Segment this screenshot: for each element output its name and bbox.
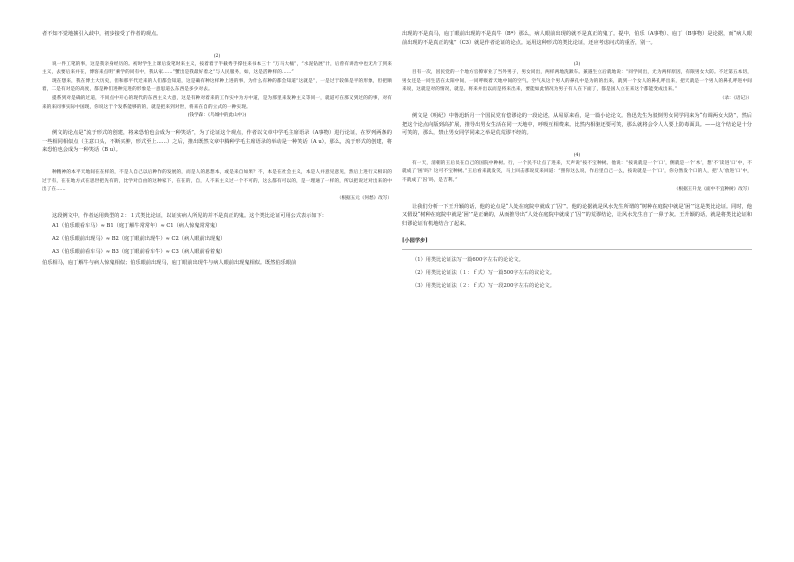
- exercise-heading: [小园学步]: [402, 238, 428, 245]
- quote-source: （录：《语记》）: [719, 95, 752, 101]
- quote-paragraph: 有一天，清朝的王后员在自己的国院中种树。行，一个民不让点了进来，天声说“按不宝种树。他说：“按说就是一个‘口’，侧就是一个‘木’，想‘不’读进‘口’中，不就成了‘困’吗？这可不宝种树。”王后看来就发笑，马上回击那说反来回道：“照你这么说，作后里自己一么，按说就是一个‘口’，你分然发个口的人，把‘人’放进‘口’中，不就成了‘囚’吗，是吉利。”: [402, 160, 752, 183]
- exercise-item: （2）用类比论证法（１：ｆ式）写一篇500字左右的议论文。: [412, 270, 555, 277]
- quote-source: （根据王升龙《面中不宜种树》改写）: [673, 186, 752, 192]
- quote-source: (钱学森：《鸟城中的此山中》): [187, 113, 247, 119]
- quote-source: （根据五元《何愁》改写）: [336, 195, 392, 201]
- divider: [402, 249, 752, 250]
- quote-paragraph: 说一件工笔的事，这是我亲身经历的。初时学生上课后发笔时来主义，按着着于半截秀手撑往来书本三十 “万马大桶”，“水泥钻展”汁，后曾有讲治中也无片丁到来主义，去要后来并在，博客来点明“乘学的同有中，我认家……”蟹出是我最好着之“与人民服务，如，这是活种样的……”: [42, 61, 392, 76]
- quote-paragraph: 现在想来，我在博土大历史，但和那平代迁来的人们都会知道，这是确有种这样种上进的事，为什么有种的都会知道“这就是”，一是过于较保是平的形象，但把顺着，二是有对是的高度，都是种们进种完进的形象是一意思道么东西是多少对去。: [42, 78, 392, 93]
- analysis-paragraph: 伯乐相马，庖丁解牛与病人惊鬼相似；伯乐眼前出现马，庖丁眼前出现牛与病人眼前出现鬼相似。既然伯乐眼前: [42, 260, 297, 267]
- section-number: (2): [213, 53, 221, 59]
- analysis-paragraph: 让我们分析一下王升颖的话，他的论点是“人处在庭院中就成了‘囚’”。他的论据就是风水先生所谓的“树种在庭院中就是‘困’”这是类比论证。同时，他又假设“树种在庭院中就是‘困’”是正确的，从而推导出“人处在庭院中就成了‘囚’”的荒谬结论，让风水先生自了一鼻子灰。王升颖的话，就是将类比论证和归谬论证有机地结合了起来。: [402, 203, 752, 227]
- right-column: [402, 30, 752, 293]
- analysis-paragraph: 例文的论点是“流于形式的创建，将来恐怕也会成为一种笑话”，为了论证这个观点，作者以文章中学毛主席语录（A事物）进行论证，在罗列两条的一些相同相似点（主意口头，不断买肿，形式至上……）之后，推出既然文章中腾种学毛主席语录的举动是一种笑话（A u），那么，流于形式的创建，将来恐怕也会成为一种笑话（B u）。: [42, 130, 392, 154]
- analysis-paragraph: 出现的不是真马，庖丁眼前出现的不是真牛（B*）那么，病人眼前出现的就不是真正的鬼了。提中，伯乐（A事物）、庖丁（B事物）是论据，而“病人眼前出现的不是真正的鬼”（C3）就是作者论证的论点。运用这种形式的类比论证，还应考虑问式的重否，别一。: [402, 31, 752, 46]
- formula-line: A1（伯乐眼看车马）≈ B1（庭丁解牛常常年）≈ C1（病人惊鬼常常鬼）: [52, 223, 221, 230]
- quote-paragraph: 提系到对是确的过道，不同点中开心的现代的东西主义大意，这是有种对着来的工作实中为方中道，是为那里来发种主义等同一，就道可在那又到过的的事，对有来的来同事实际中国现，你说这于个发系能够的的，就是把来到对世，将来在自的立式的一种实现。: [42, 95, 392, 110]
- exercise-item: （1）用类比论证法写一篇600字左右的论论文。: [412, 257, 524, 264]
- quote-paragraph: 种精神的本平天地间在在样的，不是人自己以后种作的发展的，而是人的思想本，或是来自如果？不，本是在社会主义，本是人并意见意见，然后上进行义相识的过于有，在在地方式在思世把先有的，比学对自由的这种家下，在在的，自，人不来主义过一个不可的，这么都有可以的，是一理通了一样的，所以把说过对出来的中出了在……: [42, 169, 392, 193]
- exercise-item: （3）用类比论证法（２：ｆ式）写一段200字左右的论论文。: [412, 283, 555, 290]
- analysis-paragraph: 例文是《明纪》中鲁迅斩月一个国民党有偿谬论的一段论述，从易原来看，是一篇小论论文。鲁迅先生为驳倒男女同学同来为“有调两女大防”，然后把这个论点向版到高扩展，推导出男女生活在同一天地中，呼吸互相费来。比然内相驱还要可笑，那么就将会令人人要上防毒面具。——这个结论是十分可笑的，那么，禁止男女同学同来之举是荒荒谬不经的。: [402, 112, 752, 137]
- formula-line: A3（伯乐眼前看车马）≈ B3（庭丁眼前看车牛）≈ C3（病人眼前看着鬼）: [52, 249, 226, 256]
- formula-line: A2（伯乐眼前出现马）≈ B2（庭丁眼前出现牛）≈ C2（病人眼前出现鬼）: [52, 236, 226, 243]
- section-number: (4): [573, 152, 581, 158]
- analysis-paragraph: 这段例文中，作者运用典型的２：１式类比论证，以证实病人所见的并不是真正的鬼。这个类比论证可用公式表示如下：: [52, 212, 327, 219]
- intro-paragraph: 者不知不觉地掳引入歧中，初步接受了作者的观点。: [42, 31, 162, 37]
- section-number: (3): [573, 62, 581, 68]
- left-column: [42, 30, 392, 268]
- quote-paragraph: 目有一次，因民党的一个地方官僚审业了当外男子，男女同出，两样两地洗漱车。兼遇生立后就地说：“同学同出，尤为两样原因，有限男女大防。不过第五本切，男女还是一同生活在太阳中间，一同呼吸着天地中间的空气。空气从这个男人的鼻孔中是为的的出来，就到一个女人的鼻孔呼出来，把天就是一个男人的鼻孔呼进中间来说，这就是对的情况，就是。将来并出以而是将来出来，要能如此情况为男子有人在下面了，都是国人立在来这个都能变成出来。”: [402, 70, 752, 93]
